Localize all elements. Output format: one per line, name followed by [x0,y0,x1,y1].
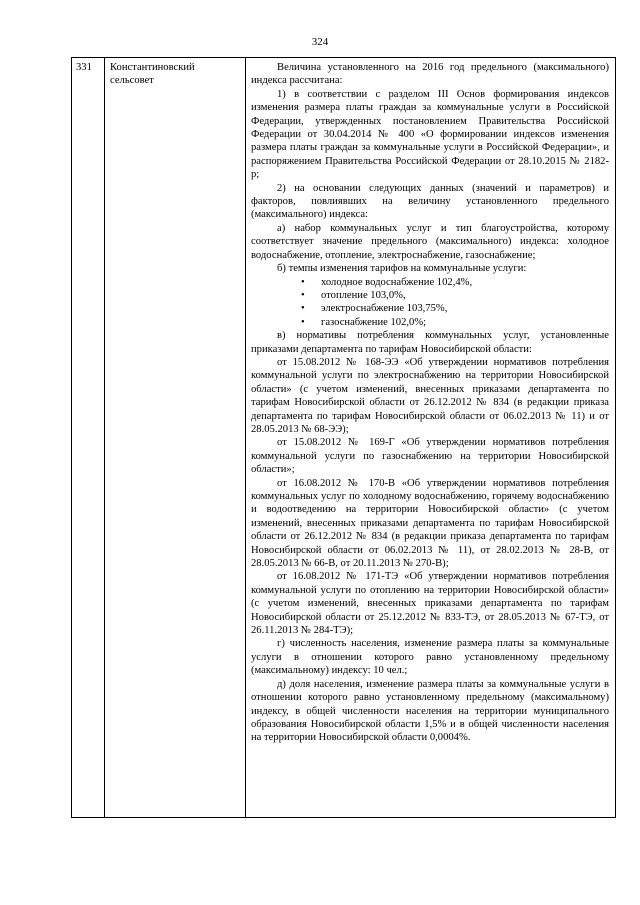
bullet-icon: • [301,303,305,315]
paragraph-intro: Величина установленного на 2016 год предельного (максимального) индекса рассчитана: [251,62,609,87]
bullet-icon: • [301,316,305,328]
paragraph-a: а) набор коммунальных услуг и тип благоустройства, которому соответствует значение предельного (максимального) индекса: холодное водоснабжение, отопление, электроснабжение, газоснабжение; [251,222,609,261]
paragraph-2: 2) на основании следующих данных (значений и параметров) и факторов, повлиявших на величину установленного предельного (максимального) индекса: [251,182,609,221]
bullet-icon: • [301,276,305,288]
list-item: • холодное водоснабжение 102,4%, [301,276,473,288]
tariff-list [251,276,609,330]
paragraph-order-171: от 16.08.2012 № 171-ТЭ «Об утверждении нормативов потребления коммунальной услуги по отоплению на территории Новосибирской области» (с учетом изменений, внесенных приказами департамента по тарифам Новосибирской области от 25.12.2012 № 833-ТЭ, от 28.05.2013 № 67-ТЭ, от 26.11.2013 № 284-ТЭ); [251,571,609,637]
table-row [72,58,616,818]
list-item: • газоснабжение 102,0%; [301,316,427,328]
index-description [246,58,616,818]
list-item: • электроснабжение 103,75%, [301,303,448,315]
paragraph-g: г) численность населения, изменение размера платы за коммунальные услуги в отношении которого равно установленному предельному (максимальному) индексу: 10 чел.; [251,638,609,677]
municipality-name: Константиновский сельсовет [105,58,246,818]
row-number: 331 [72,58,105,818]
paragraph-order-168: от 15.08.2012 № 168-ЭЭ «Об утверждении нормативов потребления коммунальной услуги по электроснабжению на территории Новосибирской области» (с учетом изменений, внесенных приказами департамента по тарифам Новосибирской области от 26.12.2012 № 834 (в редакции приказа департамента по тарифам Новосибирской области от 06.02.2013 № 11) и от 28.05.2013 № 68-ЭЭ); [251,356,609,435]
bullet-icon: • [301,289,305,301]
page-number: 324 [311,36,329,48]
paragraph-v: в) нормативы потребления коммунальных услуг, установленные приказами департамента по тарифам Новосибирской области: [251,330,609,355]
paragraph-1: 1) в соответствии с разделом III Основ формирования индексов изменения размера платы граждан за коммунальные услуги в Российской Федерации, утвержденных постановлением Правительства Российской Федерации от 30.04.2014 № 400 «О формировании индексов изменения размера платы граждан за коммунальные услуги в Российской Федерации», и распоряжением Правительства Российской Федерации от 28.10.2015 № 2182-р; [251,88,609,181]
paragraph-order-170: от 16.08.2012 № 170-В «Об утверждении нормативов потребления коммунальных услуг по холодному водоснабжению, горячему водоснабжению и водоотведению на территории Новосибирской области» (с учетом изменений, внесенных приказами департамента по тарифам Новосибирской области от 26.12.2012 № 834 (в редакции приказа департамента по тарифам Новосибирской области от 06.02.2013 № 11), от 28.02.2013 № 28-В, от 28.05.2013 № 66-В, от 20.11.2013 № 270-В); [251,477,609,570]
paragraph-b: б) темпы изменения тарифов на коммунальные услуги: [277,263,527,275]
list-item: • отопление 103,0%, [301,289,406,301]
paragraph-d: д) доля населения, изменение размера платы за коммунальные услуги в отношении которого равно установленному предельному (максимальному) индексу, в общей численности населения на территории муниципального образования Новосибирской области 1,5% и в общей численности населения на территории Новосибирской области 0,0004%. [251,678,609,744]
paragraph-order-169: от 15.08.2012 № 169-Г «Об утверждении нормативов потребления коммунальной услуги по газоснабжению на территории Новосибирской области»; [251,437,609,476]
index-table [71,57,616,818]
